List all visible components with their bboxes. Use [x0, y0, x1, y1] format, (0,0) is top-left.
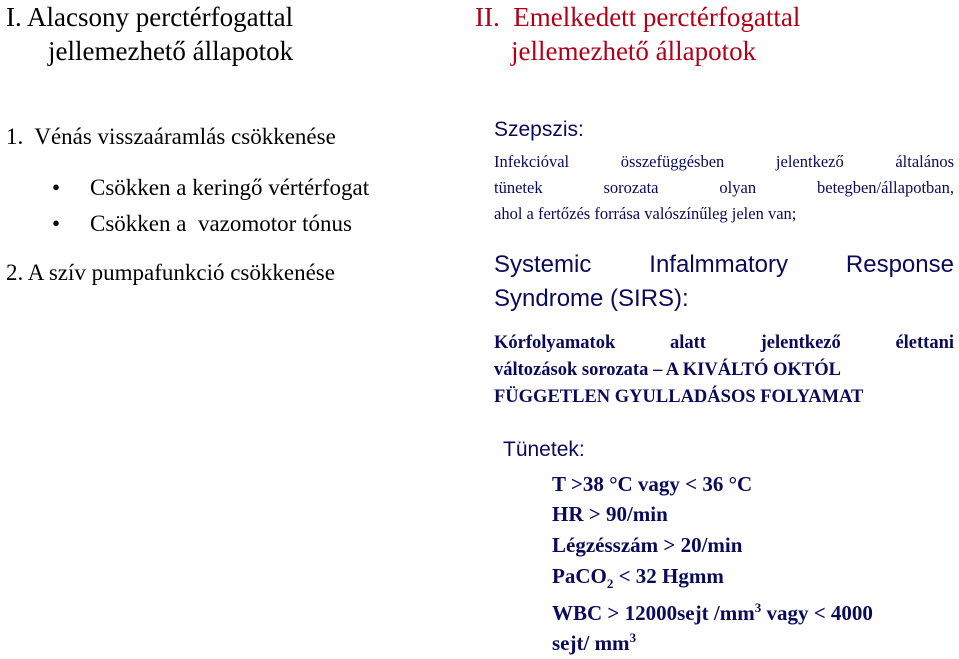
sirs-desc-line3: FÜGGETLEN GYULLADÁSOS FOLYAMAT [494, 387, 864, 407]
bullet-item [52, 174, 369, 202]
symptom-paco2: PaCO$_2$ < 32 Hgmm [552, 564, 724, 592]
symptom-respiratory-rate: Légzésszám > 20/min [552, 533, 743, 557]
bullet-text: Csökken a vazomotor tónus [90, 211, 352, 236]
right-title [475, 0, 955, 68]
sirs-heading [494, 248, 954, 316]
sirs-definition [494, 330, 954, 411]
sirs-desc-word: Kórfolyamatok [494, 333, 616, 353]
symptom-heart-rate: HR > 90/min [552, 502, 668, 526]
sepsis-line: Infekcióval összefüggésben jelentkező általános [494, 152, 954, 171]
sepsis-heading: Szepszis: [494, 118, 584, 141]
symptom-temperature: T >38 °C vagy < 36 °C [552, 472, 753, 496]
sirs-desc-line2: változások sorozata – A KIVÁLTÓ OKTÓL [494, 360, 841, 380]
list-item-venous-return: 1. Vénás visszaáramlás csökkenése [6, 124, 336, 149]
sirs-word: Infalmmatory [649, 251, 788, 278]
right-title-line2: jellemezhető állapotok [511, 36, 757, 66]
bullet-item [52, 210, 352, 238]
left-title-line1: I. Alacsony perctérfogattal [6, 2, 294, 32]
sepsis-line: tünetek sorozata olyan betegben/állapotban, [494, 178, 954, 197]
bullet-icon: • [52, 211, 61, 236]
sirs-desc-word: jelentkező [760, 333, 841, 353]
symptom-wbc: WBC > 12000sejt $/mm^3$ vagy < 4000 [552, 600, 873, 625]
sirs-word: Response [845, 251, 954, 278]
sepsis-definition [494, 149, 954, 227]
sirs-desc-word: alatt [669, 333, 706, 353]
symptom-wbc-cont: sejt/ $mm^3$ [552, 630, 637, 655]
symptoms-heading: Tünetek: [503, 438, 585, 461]
bullet-text: Csökken a keringő vértérfogat [90, 175, 370, 200]
list-item-pump-function: 2. A szív pumpafunkció csökkenése [6, 260, 335, 285]
left-title [6, 0, 426, 68]
sirs-line2: Syndrome (SIRS): [494, 285, 689, 312]
sirs-word: Systemic [494, 251, 592, 278]
sepsis-line: ahol a fertőzés forrása valószínűleg jelen van; [494, 204, 797, 223]
left-title-line2: jellemezhető állapotok [48, 36, 294, 66]
right-title-line1: II. Emelkedett perctérfogattal [475, 2, 801, 32]
sirs-desc-word: élettani [895, 333, 954, 353]
bullet-icon: • [52, 175, 61, 200]
